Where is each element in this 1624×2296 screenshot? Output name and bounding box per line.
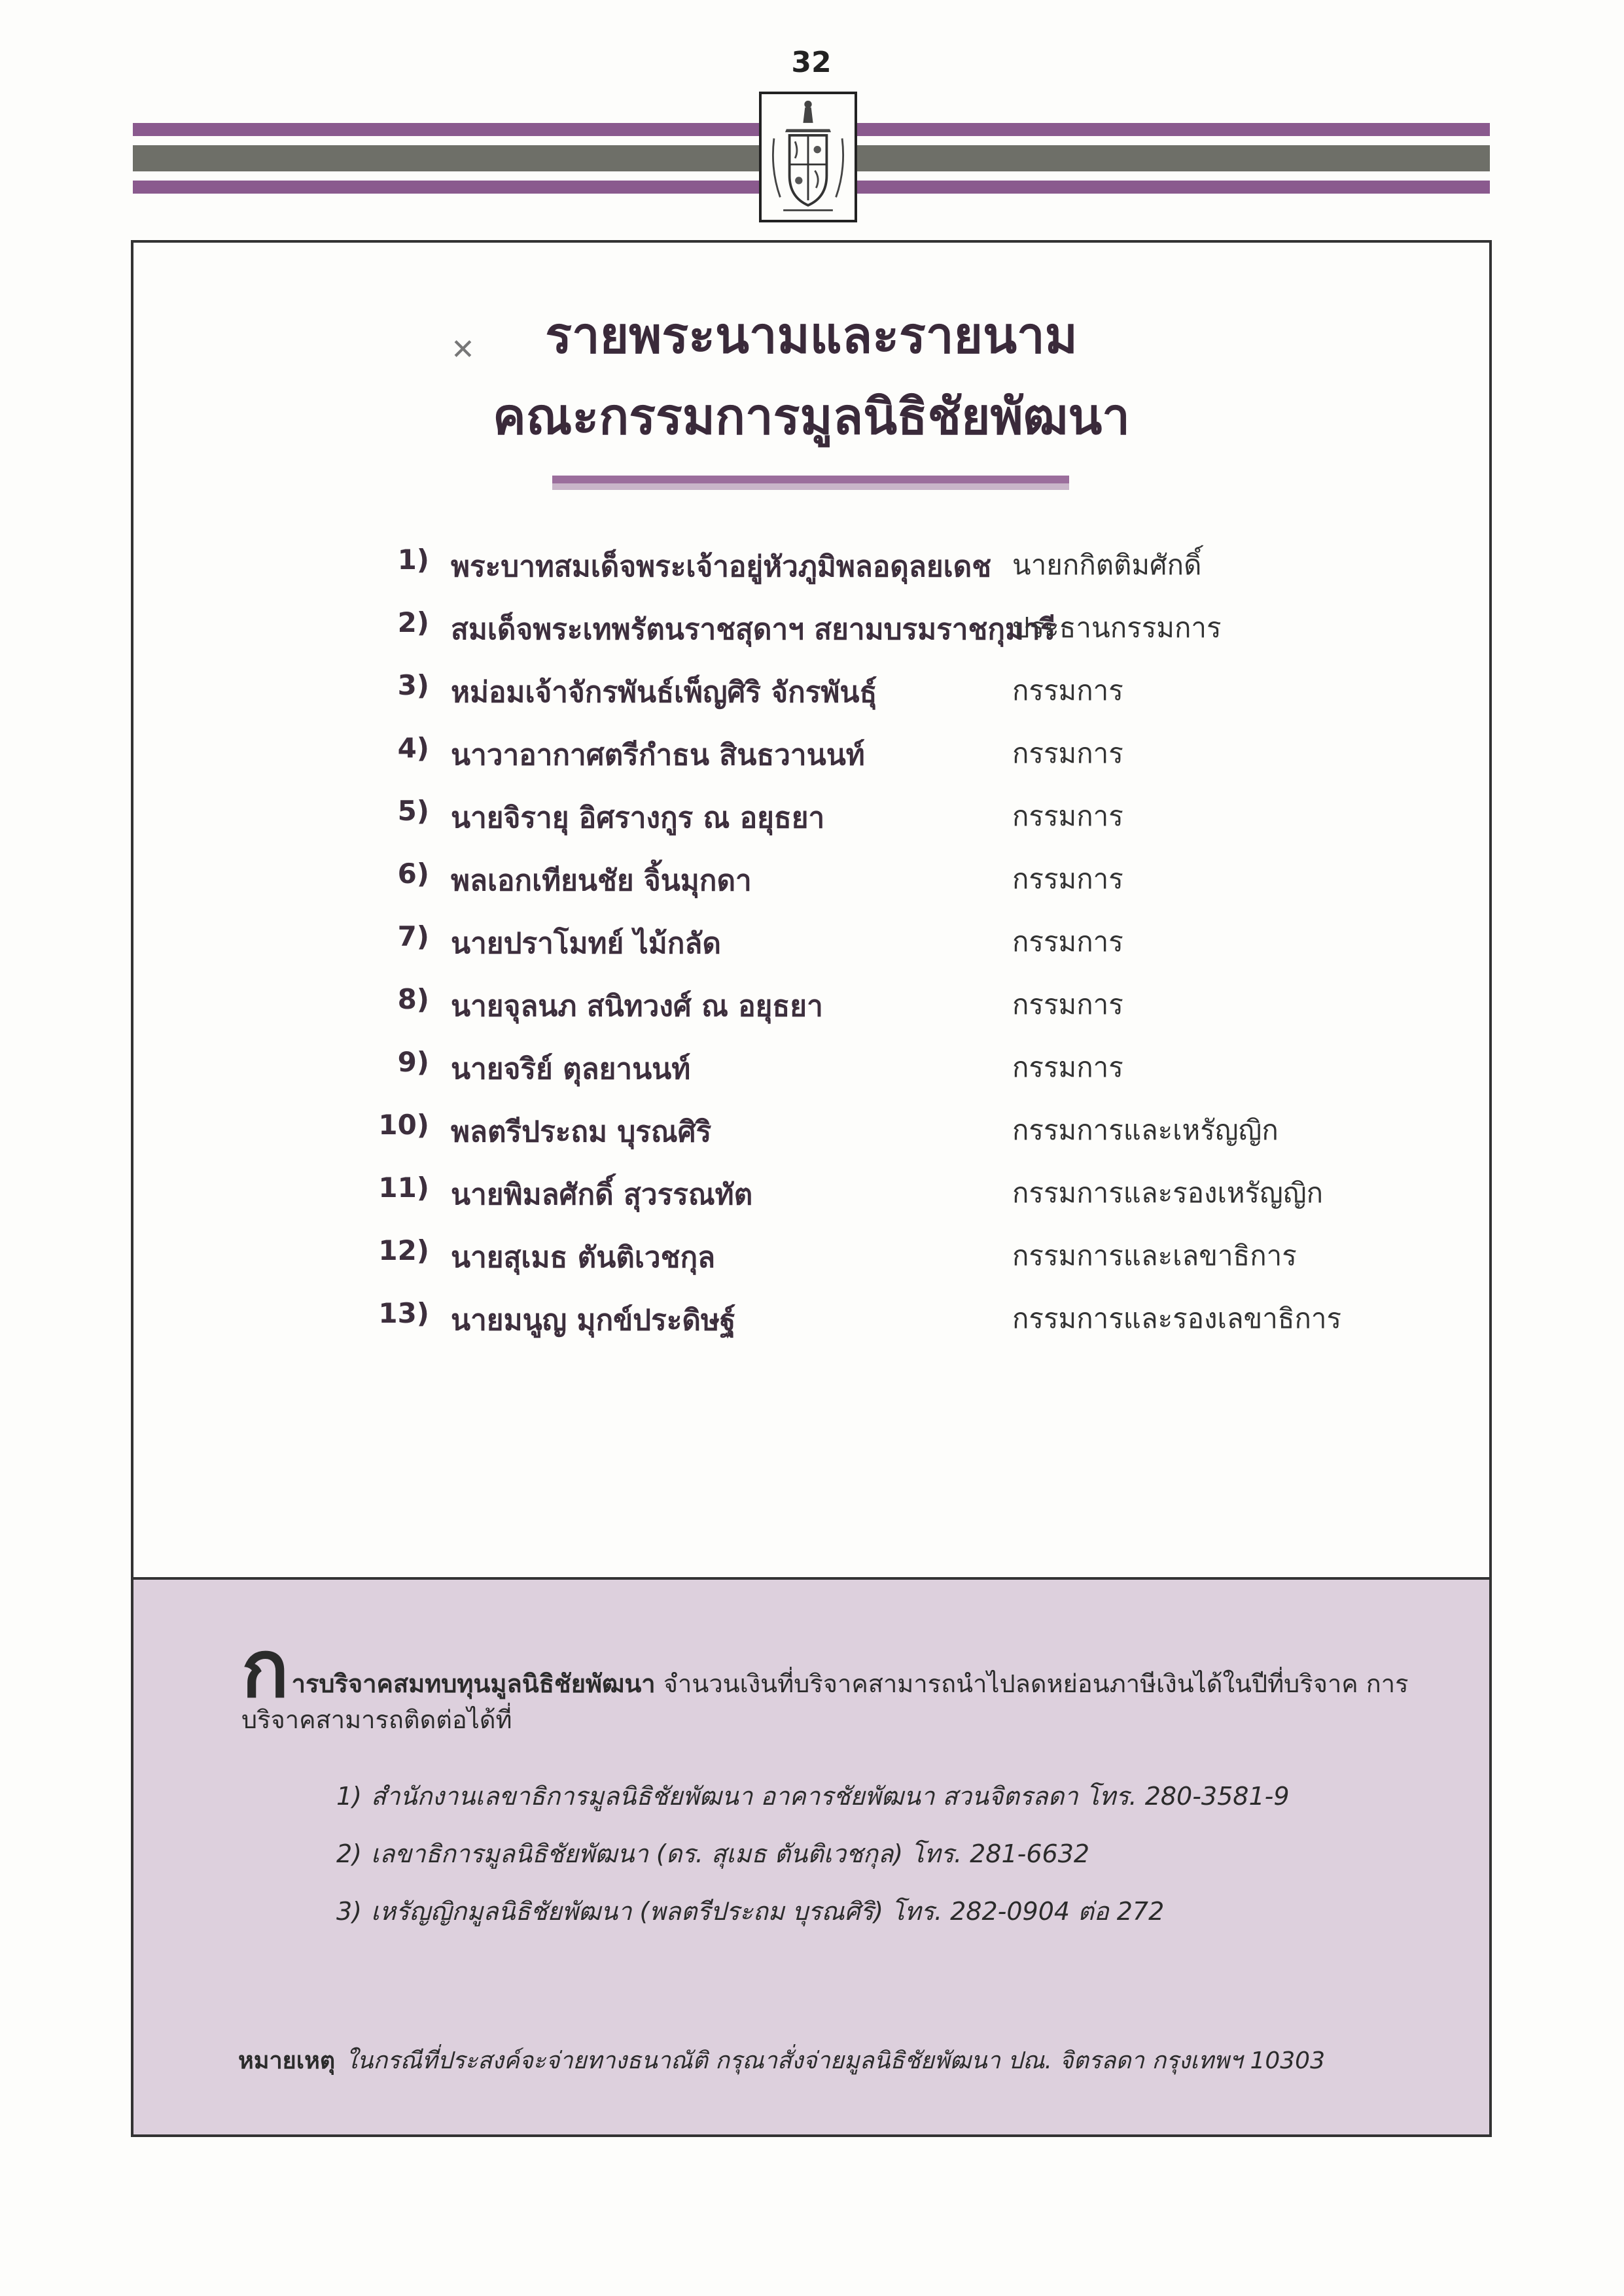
member-row bbox=[133, 1234, 1489, 1297]
member-role: กรรมการและรองเลขาธิการ bbox=[1012, 1302, 1342, 1334]
title-line-2: คณะกรรมการมูลนิธิชัยพัฒนา bbox=[493, 387, 1130, 445]
contact-number: 1) bbox=[336, 1782, 362, 1811]
drop-cap: ก bbox=[241, 1624, 289, 1715]
member-number: 12) bbox=[378, 1234, 429, 1266]
member-list bbox=[133, 544, 1489, 1360]
page-number: 32 bbox=[791, 46, 832, 79]
member-number: 6) bbox=[397, 858, 429, 890]
member-row bbox=[133, 669, 1489, 732]
royal-crest-icon bbox=[759, 92, 857, 222]
member-number: 8) bbox=[397, 983, 429, 1015]
member-role: กรรมการและรองเหรัญญิก bbox=[1012, 1177, 1324, 1209]
member-row bbox=[133, 1109, 1489, 1172]
contact-text: สำนักงานเลขาธิการมูลนิธิชัยพัฒนา อาคารชัยพัฒนา สวนจิตรลดา โทร. 280-3581-9 bbox=[371, 1782, 1290, 1811]
contact-number: 3) bbox=[336, 1897, 362, 1926]
member-role: กรรมการ bbox=[1012, 926, 1123, 958]
member-role: กรรมการ bbox=[1012, 737, 1123, 769]
member-row bbox=[133, 544, 1489, 606]
member-row bbox=[133, 732, 1489, 795]
contact-number: 2) bbox=[336, 1839, 362, 1868]
member-role: กรรมการ bbox=[1012, 800, 1123, 832]
member-number: 11) bbox=[378, 1172, 429, 1204]
member-name: นายมนูญ มุกข์ประดิษฐ์ bbox=[451, 1304, 736, 1337]
member-row bbox=[133, 983, 1489, 1046]
donation-intro bbox=[241, 1624, 1419, 1738]
member-name: พลตรีประถม บุรณศิริ bbox=[451, 1115, 712, 1149]
member-name: พลเอกเทียนชัย จิ้นมุกดา bbox=[451, 864, 752, 897]
pencil-mark-icon: ✕ bbox=[451, 333, 475, 366]
member-number: 13) bbox=[378, 1297, 429, 1329]
member-row bbox=[133, 920, 1489, 983]
member-role: ประธานกรรมการ bbox=[1012, 612, 1222, 644]
title-block bbox=[133, 308, 1489, 444]
member-row bbox=[133, 1046, 1489, 1109]
member-name: นายพิมลศักดิ์ สุวรรณทัต bbox=[451, 1178, 753, 1211]
contact-text: เหรัญญิกมูลนิธิชัยพัฒนา (พลตรีประถม บุรณศิริ) โทร. 282-0904 ต่อ 272 bbox=[371, 1897, 1165, 1926]
contact-line bbox=[336, 1834, 1449, 1891]
member-row bbox=[133, 1172, 1489, 1234]
main-frame bbox=[131, 240, 1492, 2137]
member-row bbox=[133, 858, 1489, 920]
member-role: กรรมการและเลขาธิการ bbox=[1012, 1240, 1297, 1272]
member-number: 5) bbox=[397, 795, 429, 827]
member-role: กรรมการ bbox=[1012, 863, 1123, 895]
note-label: หมายเหตุ bbox=[238, 2047, 336, 2074]
member-name: นายจุลนภ สนิทวงศ์ ณ อยุธยา bbox=[451, 990, 823, 1023]
member-number: 2) bbox=[397, 606, 429, 638]
member-name: นายจิรายุ อิศรางกูร ณ อยุธยา bbox=[451, 801, 825, 835]
member-row bbox=[133, 1297, 1489, 1360]
member-role: กรรมการและเหรัญญิก bbox=[1012, 1114, 1279, 1146]
donation-lead: ารบริจาคสมทบทุนมูลนิธิชัยพัฒนา bbox=[291, 1669, 656, 1698]
title-line-1: รายพระนามและรายนาม bbox=[545, 306, 1078, 364]
member-role: กรรมการ bbox=[1012, 988, 1123, 1020]
donation-body: จำนวนเงินที่บริจาคสามารถนำไปลดหย่อนภาษีเงินได้ในปีที่บริจาค การบริจาคสามารถติดต่อได้ที่ bbox=[241, 1669, 1409, 1735]
member-role: กรรมการ bbox=[1012, 674, 1123, 706]
member-number: 4) bbox=[397, 732, 429, 764]
note-text: ในกรณีที่ประสงค์จะจ่ายทางธนาณัติ กรุณาสั่งจ่ายมูลนิธิชัยพัฒนา ปณ. จิตรลดา กรุงเทพฯ 10303 bbox=[345, 2047, 1325, 2074]
contact-line bbox=[336, 1776, 1449, 1834]
member-name: นายสุเมธ ตันติเวชกุล bbox=[451, 1241, 716, 1274]
contact-text: เลขาธิการมูลนิธิชัยพัฒนา (ดร. สุเมธ ตันติเวชกุล) โทร. 281-6632 bbox=[371, 1839, 1090, 1868]
member-name: นายจริย์ ตุลยานนท์ bbox=[451, 1052, 691, 1086]
donation-panel bbox=[133, 1577, 1489, 2134]
member-number: 9) bbox=[397, 1046, 429, 1078]
member-name: นาวาอากาศตรีกำธน สินธวานนท์ bbox=[451, 739, 865, 772]
member-number: 10) bbox=[378, 1109, 429, 1141]
member-row bbox=[133, 606, 1489, 669]
member-name: พระบาทสมเด็จพระเจ้าอยู่หัวภูมิพลอดุลยเดช bbox=[451, 550, 992, 583]
member-name: นายปราโมทย์ ไม้กลัด bbox=[451, 927, 721, 960]
note-line bbox=[238, 2042, 1449, 2079]
member-number: 1) bbox=[397, 544, 429, 576]
member-name: หม่อมเจ้าจักรพันธ์เพ็ญศิริ จักรพันธุ์ bbox=[451, 676, 877, 709]
contact-list bbox=[336, 1776, 1449, 1949]
member-role: กรรมการ bbox=[1012, 1051, 1123, 1083]
member-number: 3) bbox=[397, 669, 429, 701]
member-name: สมเด็จพระเทพรัตนราชสุดาฯ สยามบรมราชกุมารี bbox=[451, 613, 1056, 646]
contact-line bbox=[336, 1891, 1449, 1949]
member-row bbox=[133, 795, 1489, 858]
member-role: นายกกิตติมศักดิ์ bbox=[1012, 549, 1202, 581]
title-underline bbox=[552, 476, 1069, 490]
member-number: 7) bbox=[397, 920, 429, 952]
